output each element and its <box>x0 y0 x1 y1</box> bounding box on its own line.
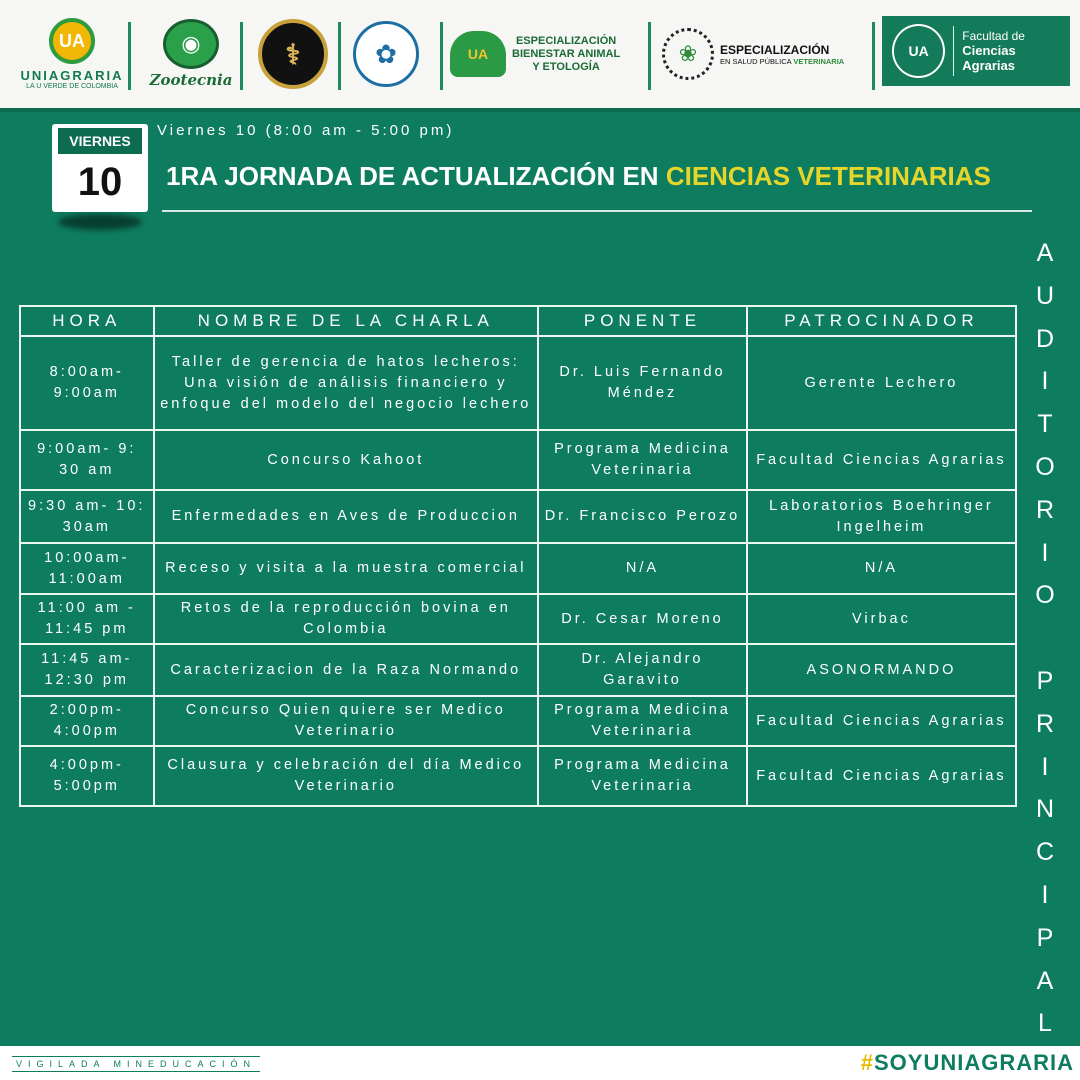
cell-hora: 9:00am- 9: 30 am <box>20 430 154 490</box>
venue-letter: L <box>1038 1009 1052 1038</box>
animal-silhouette-icon: UA <box>450 31 506 77</box>
cell-ponente: Programa Medicina Veterinaria <box>538 430 747 490</box>
cell-ponente: Dr. Francisco Perozo <box>538 490 747 543</box>
table-row <box>20 696 1016 746</box>
cell-charla: Receso y visita a la muestra comercial <box>154 543 539 594</box>
cell-hora: 8:00am- 9:00am <box>20 336 154 430</box>
facultad-mark: UA <box>892 24 945 78</box>
table-row <box>20 746 1016 806</box>
facultad-divider <box>953 26 954 76</box>
venue-vertical-label <box>1030 232 1060 1045</box>
header-patrocinador: PATROCINADOR <box>747 306 1016 336</box>
venue-letter: U <box>1035 281 1055 310</box>
especializacion-bienestar-logo <box>450 10 642 98</box>
venue-letter: A <box>1036 239 1054 267</box>
tree-icon: ❀ <box>662 28 714 80</box>
especializacion-bienestar-text: ESPECIALIZACIÓN BIENESTAR ANIMAL Y ETOLOGÍA <box>512 34 621 73</box>
facultad-logo <box>882 16 1070 86</box>
header-ponente: PONENTE <box>538 306 747 336</box>
venue-letter: P <box>1036 666 1054 695</box>
schedule-table <box>19 305 1017 807</box>
uniagraria-tagline: LA U VERDE DE COLOMBIA <box>26 83 118 90</box>
cell-patrocinador: Facultad Ciencias Agrarias <box>747 696 1016 746</box>
table-row <box>20 594 1016 644</box>
cell-ponente: Dr. Cesar Moreno <box>538 594 747 644</box>
venue-letter: O <box>1035 452 1055 481</box>
table-header-row <box>20 306 1016 336</box>
caduceus-icon: ⚕ <box>258 19 328 89</box>
cell-hora: 11:00 am - 11:45 pm <box>20 594 154 644</box>
header-hora: HORA <box>20 306 154 336</box>
cell-patrocinador: Facultad Ciencias Agrarias <box>747 746 1016 806</box>
cell-charla: Concurso Kahoot <box>154 430 539 490</box>
logo-bar <box>0 0 1080 112</box>
header-charla: NOMBRE DE LA CHARLA <box>154 306 539 336</box>
cell-charla: Enfermedades en Aves de Produccion <box>154 490 539 543</box>
veterinary-seal-logo <box>256 10 330 98</box>
cell-charla: Taller de gerencia de hatos lecheros: Una visión de análisis financiero y enfoque del modelo del negocio lechero <box>154 336 539 430</box>
hashtag-text: SOYUNIAGRARIA <box>873 1050 1074 1075</box>
especializacion-salud-title: ESPECIALIZACIÓN <box>720 42 830 57</box>
venue-letter: I <box>1041 538 1049 567</box>
cell-ponente: Programa Medicina Veterinaria <box>538 696 747 746</box>
event-date-time: Viernes 10 (8:00 am - 5:00 pm) <box>157 122 455 139</box>
cell-ponente: N/A <box>538 543 747 594</box>
logo-divider <box>338 22 341 90</box>
event-title-highlight: CIENCIAS VETERINARIAS <box>665 161 991 191</box>
hashtag-symbol: # <box>860 1050 874 1075</box>
cell-charla: Retos de la reproducción bovina en Colombia <box>154 594 539 644</box>
cell-charla: Caracterizacion de la Raza Normando <box>154 644 539 696</box>
cell-patrocinador: ASONORMANDO <box>747 644 1016 696</box>
table-row <box>20 490 1016 543</box>
logo-divider <box>648 22 651 90</box>
cell-hora: 4:00pm- 5:00pm <box>20 746 154 806</box>
zootecnia-logo <box>150 10 232 98</box>
venue-letter: A <box>1036 966 1054 995</box>
facultad-line1: Facultad de <box>962 29 1025 43</box>
event-title <box>166 161 991 192</box>
logo-divider <box>872 22 875 90</box>
cell-ponente: Dr. Luis Fernando Méndez <box>538 336 747 430</box>
animal-welfare-group-logo <box>348 10 424 98</box>
calendar-badge <box>52 124 148 212</box>
venue-letter: I <box>1041 367 1049 396</box>
animals-icon: ✿ <box>353 21 419 87</box>
cell-patrocinador: N/A <box>747 543 1016 594</box>
cell-patrocinador: Virbac <box>747 594 1016 644</box>
uniagraria-name: UNIAGRARIA <box>20 68 124 83</box>
cell-patrocinador: Facultad Ciencias Agrarias <box>747 430 1016 490</box>
cow-icon: ◉ <box>163 19 219 69</box>
table-row <box>20 336 1016 430</box>
calendar-day-number: 10 <box>77 160 123 204</box>
table-row <box>20 543 1016 594</box>
venue-letter: I <box>1041 880 1049 909</box>
cell-hora: 10:00am- 11:00am <box>20 543 154 594</box>
uniagraria-logo <box>18 10 126 98</box>
venue-letter: O <box>1035 581 1055 610</box>
cell-patrocinador: Gerente Lechero <box>747 336 1016 430</box>
table-row <box>20 430 1016 490</box>
logo-divider <box>440 22 443 90</box>
table-row <box>20 644 1016 696</box>
cell-hora: 9:30 am- 10: 30am <box>20 490 154 543</box>
venue-letter: C <box>1035 838 1055 867</box>
cell-hora: 11:45 am- 12:30 pm <box>20 644 154 696</box>
venue-letter: N <box>1035 795 1055 824</box>
especializacion-salud-subtitle: EN SALUD PÚBLICA VETERINARIA <box>720 56 845 66</box>
venue-letter <box>1030 617 1060 660</box>
cell-ponente: Programa Medicina Veterinaria <box>538 746 747 806</box>
cell-ponente: Dr. Alejandro Garavito <box>538 644 747 696</box>
zootecnia-name: Zootecnia <box>149 71 233 89</box>
venue-letter: D <box>1035 324 1055 353</box>
venue-letter: P <box>1036 923 1054 952</box>
venue-letter: I <box>1041 752 1049 781</box>
cell-patrocinador: Laboratorios Boehringer Ingelheim <box>747 490 1016 543</box>
cell-charla: Clausura y celebración del día Medico Veterinario <box>154 746 539 806</box>
cell-charla: Concurso Quien quiere ser Medico Veterinario <box>154 696 539 746</box>
event-title-prefix: 1RA JORNADA DE ACTUALIZACIÓN EN <box>166 161 659 191</box>
venue-letter: T <box>1037 410 1053 439</box>
vigilada-label: VIGILADA MINEDUCACIÓN <box>12 1056 260 1072</box>
calendar-shadow <box>58 214 142 230</box>
cell-hora: 2:00pm- 4:00pm <box>20 696 154 746</box>
hashtag-label <box>861 1050 1074 1076</box>
logo-divider <box>240 22 243 90</box>
logo-divider <box>128 22 131 90</box>
calendar-day-name: VIERNES <box>58 128 142 154</box>
especializacion-salud-logo <box>662 10 868 98</box>
facultad-line2: Ciencias Agrarias <box>962 43 1016 73</box>
venue-letter: R <box>1035 709 1055 738</box>
venue-letter: R <box>1035 495 1055 524</box>
title-divider <box>162 210 1032 212</box>
uniagraria-mark: UA <box>49 18 95 64</box>
